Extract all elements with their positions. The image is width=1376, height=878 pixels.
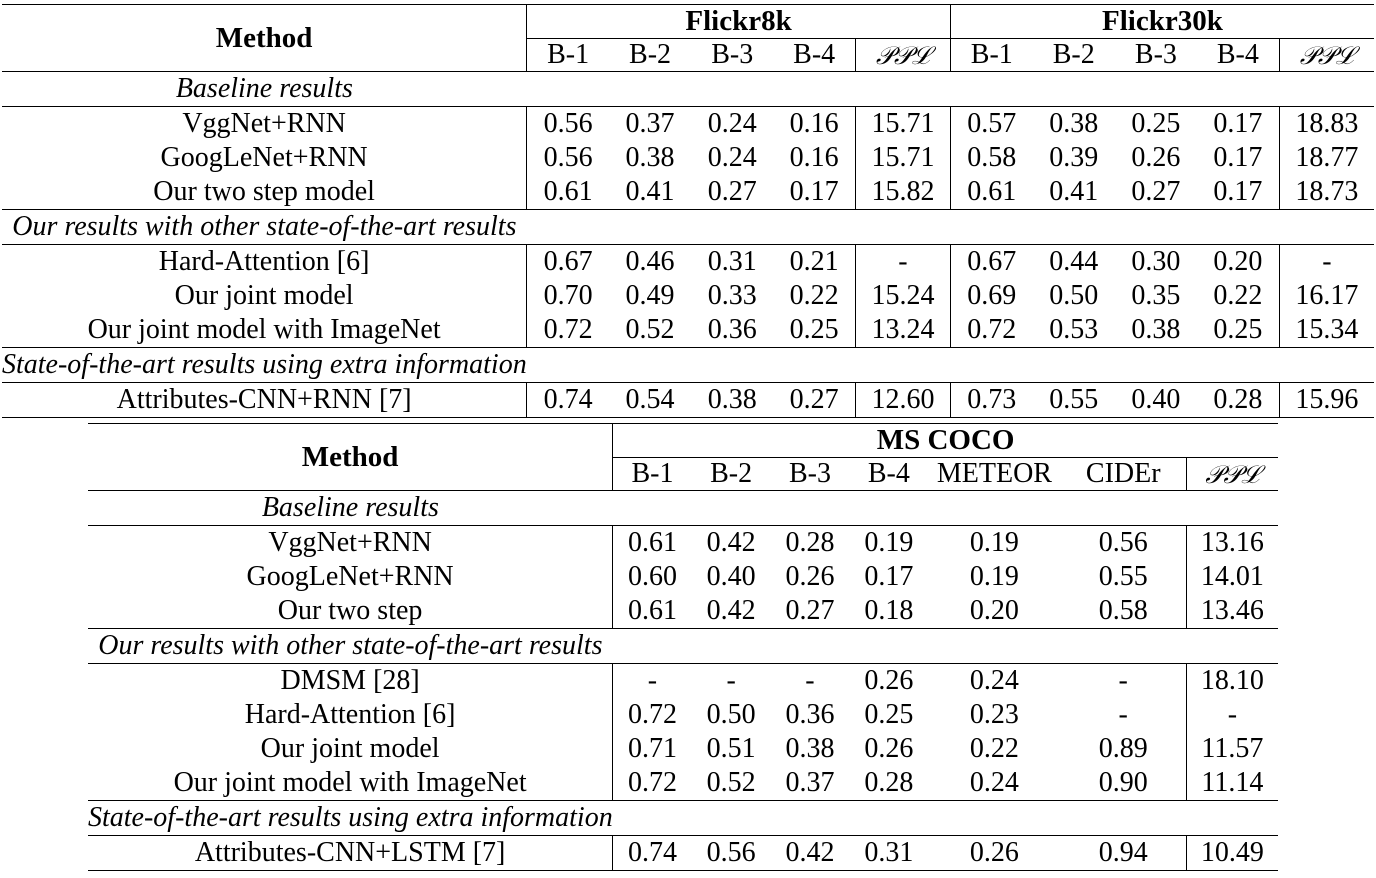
- value-cell: 0.38: [785, 733, 835, 764]
- value-cell: 0.53: [1049, 314, 1099, 345]
- table-row: [88, 526, 1278, 561]
- value-cell: 0.67: [967, 246, 1017, 277]
- value-cell: 0.54: [609, 383, 691, 418]
- value-cell: 0.28: [864, 767, 914, 798]
- value-cell: 0.55: [1033, 383, 1115, 418]
- metric-header: 𝒫𝒫ℒ: [1205, 459, 1260, 489]
- results-table-mscoco: [88, 423, 1278, 871]
- value-cell: 14.01: [1200, 561, 1264, 592]
- method-name: Attributes-CNN+LSTM [7]: [88, 836, 613, 871]
- value-cell: 15.82: [856, 175, 951, 210]
- metric-header: B-1: [547, 39, 590, 70]
- table-row: [2, 383, 1374, 418]
- table-row: [88, 664, 1278, 699]
- value-cell: 0.31: [849, 836, 928, 871]
- value-cell: 0.74: [527, 383, 609, 418]
- value-cell: 0.52: [706, 767, 756, 798]
- table-row: [2, 279, 1374, 313]
- value-cell: 0.25: [1197, 313, 1279, 348]
- value-cell: 0.28: [1197, 383, 1279, 418]
- method-name: Our two step: [88, 594, 613, 629]
- method-name: DMSM [28]: [88, 664, 613, 699]
- value-cell: 0.17: [1197, 107, 1279, 142]
- value-cell: 0.38: [691, 383, 773, 418]
- value-cell: 0.41: [625, 176, 675, 207]
- value-cell: 18.83: [1295, 108, 1359, 139]
- value-cell: 0.61: [543, 176, 593, 207]
- value-cell: 0.58: [967, 142, 1017, 173]
- section-header-row: [88, 629, 1278, 664]
- section-title: Our results with other state-of-the-art results: [88, 629, 613, 664]
- value-cell: 0.38: [625, 142, 675, 173]
- value-cell: -: [647, 665, 658, 696]
- value-cell: 0.23: [969, 699, 1019, 730]
- method-name: Our joint model with ImageNet: [2, 313, 527, 348]
- table-row: [88, 766, 1278, 801]
- value-cell: 0.72: [627, 767, 677, 798]
- metric-header: B-2: [1052, 39, 1095, 70]
- value-cell: 0.30: [1131, 246, 1181, 277]
- value-cell: 0.26: [1131, 142, 1181, 173]
- table-row: [88, 594, 1278, 629]
- section-title: Baseline results: [2, 72, 527, 107]
- value-cell: 0.51: [706, 733, 756, 764]
- value-cell: 0.42: [771, 836, 850, 871]
- value-cell: 0.19: [864, 527, 914, 558]
- value-cell: -: [726, 665, 736, 696]
- section-header-row: [2, 72, 1374, 107]
- value-cell: 13.16: [1200, 527, 1264, 558]
- value-cell: 0.20: [1197, 245, 1279, 280]
- value-cell: 0.94: [1061, 836, 1187, 871]
- method-name: Our joint model: [88, 732, 613, 766]
- table-row: [88, 698, 1278, 732]
- table-row: [88, 836, 1278, 871]
- section-filler: [613, 629, 1278, 664]
- value-cell: 0.24: [969, 665, 1019, 696]
- value-cell: 12.60: [856, 383, 951, 418]
- value-cell: 0.69: [967, 280, 1017, 311]
- section-title: State-of-the-art results using extra information: [88, 801, 613, 836]
- value-cell: 0.17: [1197, 175, 1279, 210]
- value-cell: 0.72: [967, 314, 1017, 345]
- value-cell: 0.18: [864, 595, 914, 626]
- value-cell: 0.17: [1197, 141, 1279, 175]
- value-cell: 0.26: [785, 561, 835, 592]
- value-cell: 0.41: [1049, 176, 1099, 207]
- value-cell: 0.90: [1061, 766, 1187, 801]
- value-cell: 0.27: [707, 176, 757, 207]
- value-cell: 0.22: [773, 279, 855, 313]
- dataset-header-mscoco: MS COCO: [613, 424, 1278, 458]
- value-cell: -: [1061, 698, 1187, 732]
- value-cell: 0.28: [785, 527, 835, 558]
- value-cell: 0.46: [625, 246, 675, 277]
- value-cell: 0.37: [785, 767, 835, 798]
- table-row: [2, 175, 1374, 210]
- value-cell: 0.61: [967, 176, 1017, 207]
- section-filler: [613, 491, 1278, 526]
- value-cell: 0.25: [864, 699, 914, 730]
- value-cell: 0.27: [773, 383, 855, 418]
- method-name: Our joint model with ImageNet: [88, 766, 613, 801]
- value-cell: -: [1322, 246, 1332, 277]
- method-name: Hard-Attention [6]: [88, 698, 613, 732]
- value-cell: 0.19: [969, 527, 1019, 558]
- value-cell: -: [1061, 664, 1187, 699]
- value-cell: 0.60: [627, 561, 677, 592]
- value-cell: 0.19: [969, 561, 1019, 592]
- value-cell: 0.26: [864, 733, 914, 764]
- value-cell: 0.36: [785, 699, 835, 730]
- results-body: [2, 72, 1374, 418]
- value-cell: 0.22: [969, 733, 1019, 764]
- value-cell: 0.52: [625, 314, 675, 345]
- value-cell: 0.24: [969, 767, 1019, 798]
- metric-header: 𝒫𝒫ℒ: [856, 39, 951, 72]
- value-cell: 0.44: [1049, 246, 1099, 277]
- table-row: [2, 313, 1374, 348]
- value-cell: 0.39: [1049, 142, 1099, 173]
- section-title: Our results with other state-of-the-art results: [2, 210, 527, 245]
- method-name: VggNet+RNN: [88, 526, 613, 561]
- metric-header: 𝒫𝒫ℒ: [1299, 40, 1354, 70]
- value-cell: 16.17: [1295, 280, 1359, 311]
- value-cell: 18.10: [1200, 665, 1264, 696]
- section-header-row: [2, 348, 1374, 383]
- table-row: [88, 560, 1278, 594]
- method-name: GoogLeNet+RNN: [2, 141, 527, 175]
- table-row: [88, 732, 1278, 766]
- section-title: Baseline results: [88, 491, 613, 526]
- value-cell: 13.46: [1200, 595, 1264, 626]
- value-cell: 0.61: [627, 527, 677, 558]
- value-cell: 0.25: [1131, 108, 1181, 139]
- dataset-header-flickr8k: Flickr8k: [527, 5, 951, 39]
- value-cell: 11.14: [1201, 767, 1264, 798]
- value-cell: 0.27: [785, 595, 835, 626]
- value-cell: 0.38: [1131, 314, 1181, 345]
- method-name: Our joint model: [2, 279, 527, 313]
- value-cell: 0.49: [625, 280, 675, 311]
- value-cell: 0.38: [1049, 108, 1099, 139]
- dataset-header-flickr30k: Flickr30k: [950, 5, 1374, 39]
- section-filler: [527, 348, 1374, 383]
- metric-header: B-3: [711, 39, 754, 70]
- value-cell: 0.22: [1197, 279, 1279, 313]
- value-cell: 0.25: [773, 313, 855, 348]
- value-cell: 15.34: [1295, 314, 1359, 345]
- value-cell: 15.71: [856, 107, 951, 142]
- value-cell: 0.16: [773, 107, 855, 142]
- value-cell: 0.26: [864, 665, 914, 696]
- section-filler: [527, 210, 1374, 245]
- value-cell: 18.73: [1295, 176, 1359, 207]
- value-cell: 0.71: [627, 733, 677, 764]
- value-cell: 0.72: [543, 314, 593, 345]
- method-name: Our two step model: [2, 175, 527, 210]
- value-cell: 0.36: [707, 314, 757, 345]
- value-cell: 0.50: [706, 699, 756, 730]
- table-row: [2, 245, 1374, 280]
- method-header: Method: [88, 424, 613, 491]
- value-cell: -: [805, 665, 815, 696]
- value-cell: 15.96: [1279, 383, 1374, 418]
- value-cell: 0.27: [1131, 176, 1181, 207]
- value-cell: 0.42: [706, 527, 756, 558]
- metric-header: B-4: [867, 458, 910, 489]
- metric-header: B-1: [970, 39, 1013, 70]
- value-cell: 0.57: [967, 108, 1017, 139]
- value-cell: 18.77: [1295, 142, 1359, 173]
- section-title: State-of-the-art results using extra information: [2, 348, 527, 383]
- value-cell: 0.56: [1061, 526, 1187, 561]
- value-cell: 0.56: [692, 836, 771, 871]
- value-cell: 10.49: [1186, 836, 1278, 871]
- value-cell: 0.40: [1115, 383, 1197, 418]
- value-cell: -: [1227, 699, 1238, 730]
- metric-header: B-3: [1134, 39, 1177, 70]
- value-cell: 0.73: [950, 383, 1032, 418]
- section-header-row: [2, 210, 1374, 245]
- value-cell: 0.61: [627, 595, 677, 626]
- value-cell: 0.31: [707, 246, 757, 277]
- value-cell: 0.37: [625, 108, 675, 139]
- value-cell: 13.24: [856, 313, 951, 348]
- value-cell: 0.20: [969, 595, 1019, 626]
- metric-header: B-2: [629, 39, 672, 70]
- section-header-row: [88, 801, 1278, 836]
- value-cell: 0.42: [706, 595, 756, 626]
- value-cell: 0.40: [706, 561, 756, 592]
- metric-header: CIDEr: [1061, 458, 1187, 491]
- table-row: [2, 107, 1374, 142]
- value-cell: 0.17: [864, 561, 914, 592]
- value-cell: 0.50: [1049, 280, 1099, 311]
- section-filler: [527, 72, 1374, 107]
- value-cell: 0.89: [1061, 732, 1187, 766]
- metric-header: B-3: [788, 458, 831, 489]
- metric-header: B-4: [1197, 39, 1279, 72]
- results-table-flickr: [2, 4, 1374, 418]
- value-cell: 15.24: [856, 279, 951, 313]
- method-name: Hard-Attention [6]: [2, 245, 527, 280]
- section-filler: [613, 801, 1278, 836]
- metric-header: B-2: [710, 458, 753, 489]
- metric-header: METEOR: [936, 458, 1052, 489]
- value-cell: 0.72: [627, 699, 677, 730]
- method-name: GoogLeNet+RNN: [88, 560, 613, 594]
- metric-header: B-4: [773, 39, 855, 72]
- value-cell: 0.24: [707, 108, 757, 139]
- results-body: [88, 491, 1278, 871]
- value-cell: 0.24: [707, 142, 757, 173]
- value-cell: 11.57: [1201, 733, 1264, 764]
- value-cell: 0.55: [1061, 560, 1187, 594]
- value-cell: 0.70: [543, 280, 593, 311]
- value-cell: 0.16: [773, 141, 855, 175]
- value-cell: 0.74: [613, 836, 692, 871]
- value-cell: 0.21: [773, 245, 855, 280]
- method-name: VggNet+RNN: [2, 107, 527, 142]
- value-cell: 0.56: [543, 142, 593, 173]
- value-cell: 0.35: [1131, 280, 1181, 311]
- value-cell: 0.56: [543, 108, 593, 139]
- method-header: Method: [2, 5, 527, 72]
- table-row: [2, 141, 1374, 175]
- method-name: Attributes-CNN+RNN [7]: [2, 383, 527, 418]
- value-cell: 0.67: [543, 246, 593, 277]
- value-cell: 0.33: [707, 280, 757, 311]
- section-header-row: [88, 491, 1278, 526]
- value-cell: 0.26: [928, 836, 1060, 871]
- value-cell: 15.71: [856, 141, 951, 175]
- value-cell: 0.58: [1061, 594, 1187, 629]
- metric-header: B-1: [631, 458, 674, 489]
- value-cell: 0.17: [773, 175, 855, 210]
- value-cell: -: [856, 245, 951, 280]
